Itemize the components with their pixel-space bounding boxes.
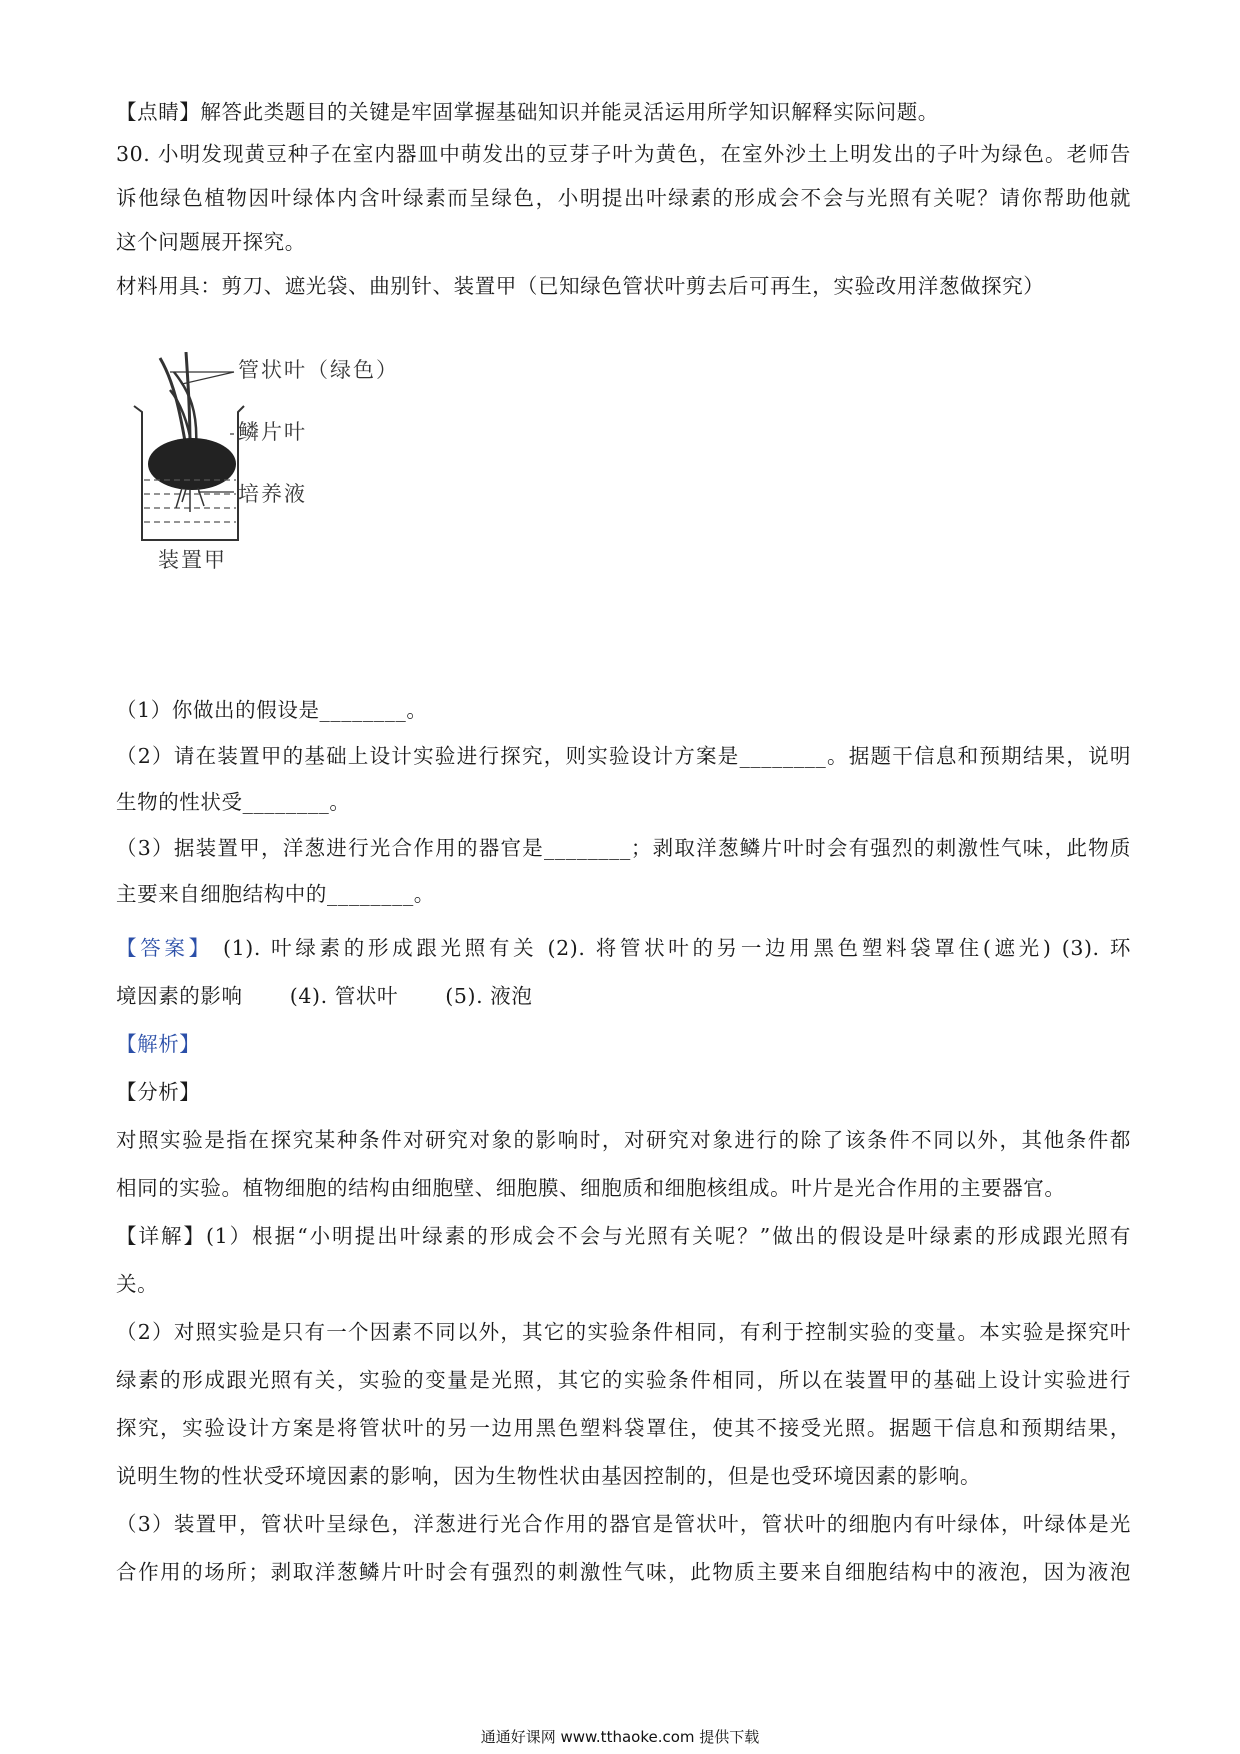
sub-question-3: （3）据装置甲，洋葱进行光合作用的器官是________；剥取洋葱鳞片叶时会有强烈的刺激性气味，此物质 [116, 836, 1131, 860]
question-line-1: 30. 小明发现黄豆种子在室内器皿中萌发出的豆芽子叶为黄色，在室外沙土上明发出的子叶为绿色。老师告 [116, 142, 1131, 166]
answer-1: (1). 叶绿素的形成跟光照有关 [223, 936, 538, 960]
xiangjie-line-3: （2）对照实验是只有一个因素不同以外，其它的实验条件相同，有利于控制实验的变量。本实验是探究叶 [116, 1320, 1131, 1344]
answer-tag: 【答案】 [116, 936, 213, 960]
label-tubular-leaf: 管状叶（绿色） [238, 358, 399, 382]
xiangjie-line-1: 【详解】(1）根据“小明提出叶绿素的形成会不会与光照有关呢？”做出的假设是叶绿素的形成跟光照有 [116, 1224, 1131, 1248]
answer-line-2 [116, 982, 1131, 1010]
figure-caption: 装置甲 [158, 548, 227, 572]
answer-3-end: 境因素的影响 [116, 984, 243, 1008]
xiangjie-line-8: 合作用的场所；剥取洋葱鳞片叶时会有强烈的刺激性气味，此物质主要来自细胞结构中的液泡，因为液泡 [116, 1560, 1131, 1584]
label-scale-leaf: 鳞片叶 [238, 420, 307, 444]
sub-question-3-cont: 主要来自细胞结构中的________。 [116, 882, 435, 906]
question-line-2: 诉他绿色植物因叶绿体内含叶绿素而呈绿色，小明提出叶绿素的形成会不会与光照有关呢？请你帮助他就 [116, 186, 1131, 210]
answer-5: (5). 液泡 [445, 984, 533, 1008]
answer-2: (2). 将管状叶的另一边用黑色塑料袋罩住(遮光) [547, 936, 1052, 960]
dianjing-line: 【点睛】解答此类题目的关键是牢固掌握基础知识并能灵活运用所学知识解释实际问题。 [116, 100, 939, 124]
fenxi-tag: 【分析】 [116, 1080, 201, 1104]
question-line-3: 这个问题展开探究。 [116, 230, 306, 254]
answer-line-1 [116, 934, 1131, 962]
fenxi-line-2: 相同的实验。植物细胞的结构由细胞壁、细胞膜、细胞质和细胞核组成。叶片是光合作用的主要器官。 [116, 1176, 1066, 1200]
apparatus-figure [130, 352, 420, 610]
xiangjie-line-4: 绿素的形成跟光照有关，实验的变量是光照，其它的实验条件相同，所以在装置甲的基础上设计实验进行 [116, 1368, 1131, 1392]
materials-line: 材料用具：剪刀、遮光袋、曲别针、装置甲（已知绿色管状叶剪去后可再生，实验改用洋葱做探究） [116, 274, 1045, 298]
xiangjie-line-2: 关。 [116, 1272, 159, 1296]
sub-question-2: （2）请在装置甲的基础上设计实验进行探究，则实验设计方案是________。据题干信息和预期结果，说明 [116, 744, 1131, 768]
xiangjie-line-6: 说明生物的性状受环境因素的影响，因为生物性状由基因控制的，但是也受环境因素的影响。 [116, 1464, 982, 1488]
answer-4: (4). 管状叶 [289, 984, 399, 1008]
xiangjie-line-5: 探究，实验设计方案是将管状叶的另一边用黑色塑料袋罩住，使其不接受光照。据题干信息和预期结果， [116, 1416, 1131, 1440]
sub-question-2-cont: 生物的性状受________。 [116, 790, 351, 814]
label-culture-liquid: 培养液 [238, 482, 307, 506]
answer-3-start: (3). 环 [1061, 936, 1131, 960]
sub-question-1: （1）你做出的假设是________。 [116, 698, 428, 722]
page-footer: 通通好课网 www.tthaoke.com 提供下载 [480, 1728, 760, 1746]
fenxi-line-1: 对照实验是指在探究某种条件对研究对象的影响时，对研究对象进行的除了该条件不同以外，其他条件都 [116, 1128, 1131, 1152]
jiexi-tag: 【解析】 [116, 1032, 201, 1056]
xiangjie-line-7: （3）装置甲，管状叶呈绿色，洋葱进行光合作用的器官是管状叶，管状叶的细胞内有叶绿体，叶绿体是光 [116, 1512, 1131, 1536]
